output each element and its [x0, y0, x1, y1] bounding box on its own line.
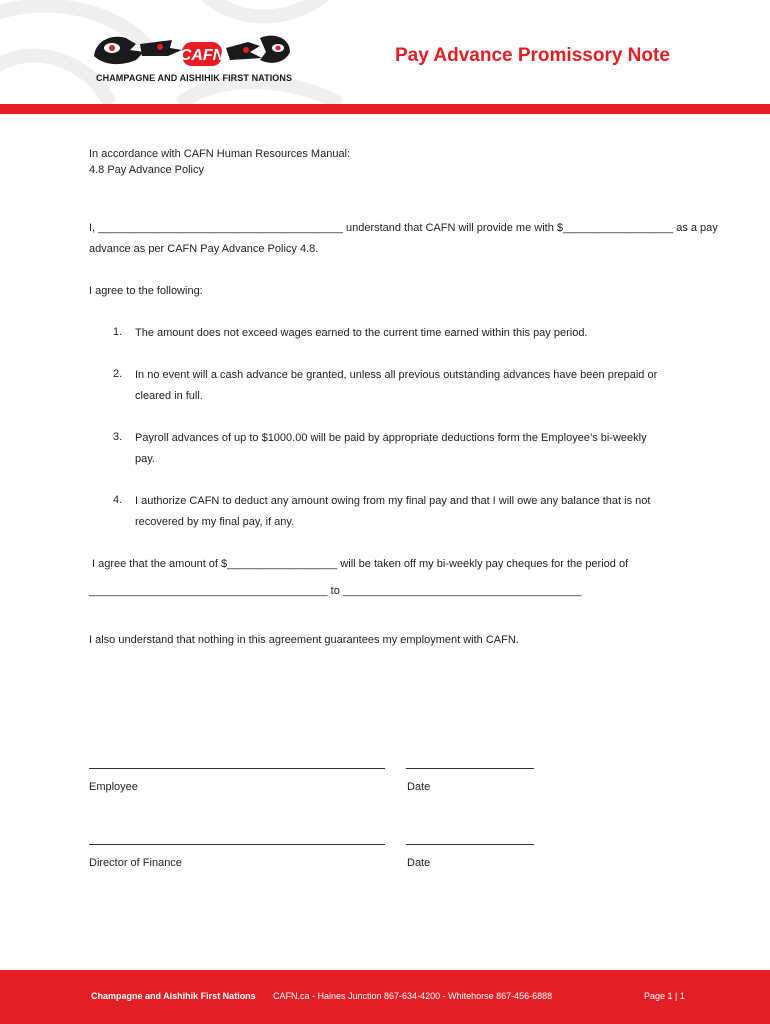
period-to-label: to	[330, 585, 340, 597]
list-item-text: In no event will a cash advance be granted, unless all previous outstanding advances have been prepaid or	[135, 369, 658, 381]
acknowledgement-line	[89, 221, 718, 235]
list-item-text: Payroll advances of up to $1000.00 will be paid by appropriate deductions form the Employee’s bi-weekly	[135, 432, 647, 444]
employee-date-line[interactable]	[406, 768, 534, 769]
deduction-period-line	[89, 584, 582, 598]
deduction-suffix: will be taken off my bi-weekly pay cheques for the period of	[340, 558, 629, 570]
footer-org-name: Champagne and Aishihik First Nations	[91, 991, 256, 1001]
page-footer	[0, 970, 770, 1024]
list-item-text: The amount does not exceed wages earned to the current time earned within this pay period.	[135, 327, 588, 339]
statement-suffix: as a pay	[676, 222, 718, 234]
director-label: Director of Finance	[89, 857, 182, 869]
page-title: Pay Advance Promissory Note	[395, 45, 670, 66]
manual-reference: In accordance with CAFN Human Resources Manual:	[89, 148, 351, 160]
footer-contact: CAFN.ca - Haines Junction 867-634-4200 - Whitehorse 867-456-6888	[273, 991, 553, 1001]
list-item-text-continued: pay.	[135, 453, 155, 465]
employee-date-label: Date	[407, 781, 431, 793]
director-signature-line[interactable]	[89, 844, 385, 845]
list-item-text-continued: recovered by my final pay, if any.	[135, 516, 295, 528]
deduction-line	[92, 557, 628, 571]
list-item-text-continued: cleared in full.	[135, 390, 203, 402]
director-date-line[interactable]	[406, 844, 534, 845]
list-item-number: 3.	[113, 431, 123, 443]
acknowledgement-line-2: advance as per CAFN Pay Advance Policy 4.8.	[89, 243, 319, 255]
period-end-field[interactable]: _______________________________________	[342, 585, 582, 597]
list-item-number: 2.	[113, 368, 123, 380]
advance-amount-field[interactable]: __________________	[563, 222, 674, 234]
deduction-amount-field[interactable]: __________________	[227, 558, 338, 570]
policy-reference: 4.8 Pay Advance Policy	[89, 164, 204, 176]
employment-disclaimer: I also understand that nothing in this agreement guarantees my employment with CAFN.	[89, 634, 519, 646]
deduction-prefix: I agree that the amount of $	[92, 558, 228, 570]
director-date-label: Date	[407, 857, 431, 869]
header-divider	[0, 104, 770, 114]
employee-name-field[interactable]: ________________________________________	[98, 222, 343, 234]
employee-label: Employee	[89, 781, 138, 793]
employee-signature-line[interactable]	[89, 768, 385, 769]
period-start-field[interactable]: _______________________________________	[89, 585, 328, 597]
statement-middle: understand that CAFN will provide me with $	[345, 222, 564, 234]
list-item-number: 1.	[113, 326, 123, 338]
statement-prefix: I,	[89, 222, 96, 234]
cafn-logo	[90, 30, 295, 74]
logo-text: CAFN	[179, 47, 225, 64]
org-name: CHAMPAGNE AND AISHIHIK FIRST NATIONS	[96, 73, 293, 83]
page-header	[0, 0, 770, 115]
list-item-text: I authorize CAFN to deduct any amount owing from my final pay and that I will owe any balance that is not	[135, 495, 651, 507]
page-number: Page 1 | 1	[644, 991, 685, 1001]
agree-heading: I agree to the following:	[89, 285, 203, 297]
list-item-number: 4.	[113, 494, 123, 506]
